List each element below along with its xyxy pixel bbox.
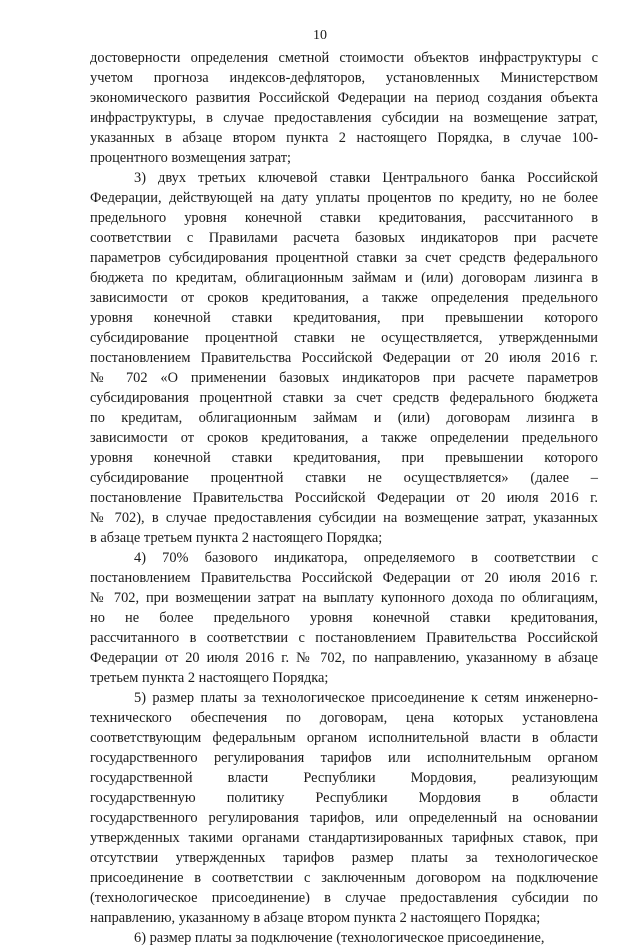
text-line: 3) двух третьих ключевой ставки Центрального банка Российской: [134, 170, 598, 186]
text-line: в абзаце третьем пункта 2 настоящего Порядка;: [90, 530, 383, 546]
text-line: технического обеспечения по договорам, цена которых установлена: [90, 710, 598, 726]
text-line: рассчитанного в соответствии с постановлением Правительства Российской: [90, 630, 598, 646]
text-line: государственного регулирования тарифов или исполнительным органом: [90, 750, 598, 766]
text-line: постановлением Правительства Российской Федерации от 20 июля 2016 г.: [90, 570, 598, 586]
document-body: [90, 48, 598, 948]
text-line: экономического развития Российской Федерации на период создания объекта: [90, 90, 598, 106]
text-line: постановлением Правительства Российской Федерации от 20 июля 2016 г.: [90, 350, 598, 366]
text-line: 5) размер платы за технологическое присоединение к сетям инженерно-: [134, 690, 598, 706]
text-line: учетом прогноза индексов-дефляторов, установленных Министерством: [90, 70, 598, 86]
text-line: уровня конечной ставки кредитования, при превышении которого: [90, 450, 598, 466]
text-line: направлению, указанному в абзаце втором пункта 2 настоящего Порядка;: [90, 910, 541, 926]
text-line: № 702 «О применении базовых индикаторов при расчете параметров: [90, 370, 598, 386]
text-line: утвержденных такими органами стандартизированных тарифных ставок, при: [90, 830, 598, 846]
text-line: государственного регулирования тарифов, или определенный на основании: [90, 810, 598, 826]
text-line: (технологическое присоединение) в случае предоставления субсидии по: [90, 890, 598, 906]
text-line: 6) размер платы за подключение (технологическое присоединение,: [134, 930, 545, 946]
text-line: субсидирования процентной ставки за счет средств федерального бюджета: [90, 390, 598, 406]
text-line: № 702, при возмещении затрат на выплату купонного дохода по облигациям,: [90, 590, 598, 606]
paragraph: [90, 168, 598, 548]
paragraph: [90, 48, 598, 168]
text-line: присоединение в соответствии с заключенным договором на подключение: [90, 870, 598, 886]
paragraph: [90, 548, 598, 688]
text-line: государственной власти Республики Мордовия, реализующим: [90, 770, 598, 786]
text-line: процентного возмещения затрат;: [90, 150, 292, 166]
page-number: 10: [313, 28, 327, 43]
text-line: параметров субсидирования процентной ставки за счет средств федерального: [90, 250, 598, 266]
text-line: соответствующим федеральным органом исполнительной власти в области: [90, 730, 598, 746]
paragraph: [90, 928, 598, 948]
text-line: государственную политику Республики Мордовия в области: [90, 790, 598, 806]
text-line: 4) 70% базового индикатора, определяемого в соответствии с: [134, 550, 598, 566]
text-line: постановление Правительства Российской Федерации от 20 июля 2016 г.: [90, 490, 598, 506]
text-line: № 702), в случае предоставления субсидии на возмещение затрат, указанных: [90, 510, 598, 526]
text-line: зависимости от сроков кредитования, а также определения предельного: [90, 290, 598, 306]
text-line: соответствии с Правилами расчета базовых индикаторов при расчете: [90, 230, 598, 246]
text-line: субсидирование процентной ставки не осуществляется» (далее –: [90, 470, 598, 486]
text-line: уровня конечной ставки кредитования, при превышении которого: [90, 310, 598, 326]
text-line: Федерации, действующей на дату уплаты процентов по кредиту, но не более: [90, 190, 598, 206]
text-line: отсутствии утвержденных тарифов размер платы за технологическое: [90, 850, 598, 866]
text-line: по кредитам, облигационным займам и (или) договорам лизинга в: [90, 410, 598, 426]
text-line: но не более предельного уровня конечной ставки кредитования,: [90, 610, 598, 626]
text-line: субсидирование процентной ставки не осуществляется, утвержденными: [90, 330, 598, 346]
text-line: предельного уровня конечной ставки кредитования, рассчитанного в: [90, 210, 598, 226]
text-line: указанных в абзаце втором пункта 2 настоящего Порядка, в случае 100-: [90, 130, 598, 146]
text-line: третьем пункта 2 настоящего Порядка;: [90, 670, 329, 686]
text-line: бюджета по кредитам, облигационным займам и (или) договорам лизинга в: [90, 270, 598, 286]
text-line: зависимости от сроков кредитования, а также определении предельного: [90, 430, 598, 446]
text-line: инфраструктуры, в случае предоставления субсидии на возмещение затрат,: [90, 110, 598, 126]
paragraph: [90, 688, 598, 928]
text-line: Федерации от 20 июля 2016 г. № 702, по направлению, указанному в абзаце: [90, 650, 598, 666]
text-line: достоверности определения сметной стоимости объектов инфраструктуры с: [90, 50, 598, 66]
